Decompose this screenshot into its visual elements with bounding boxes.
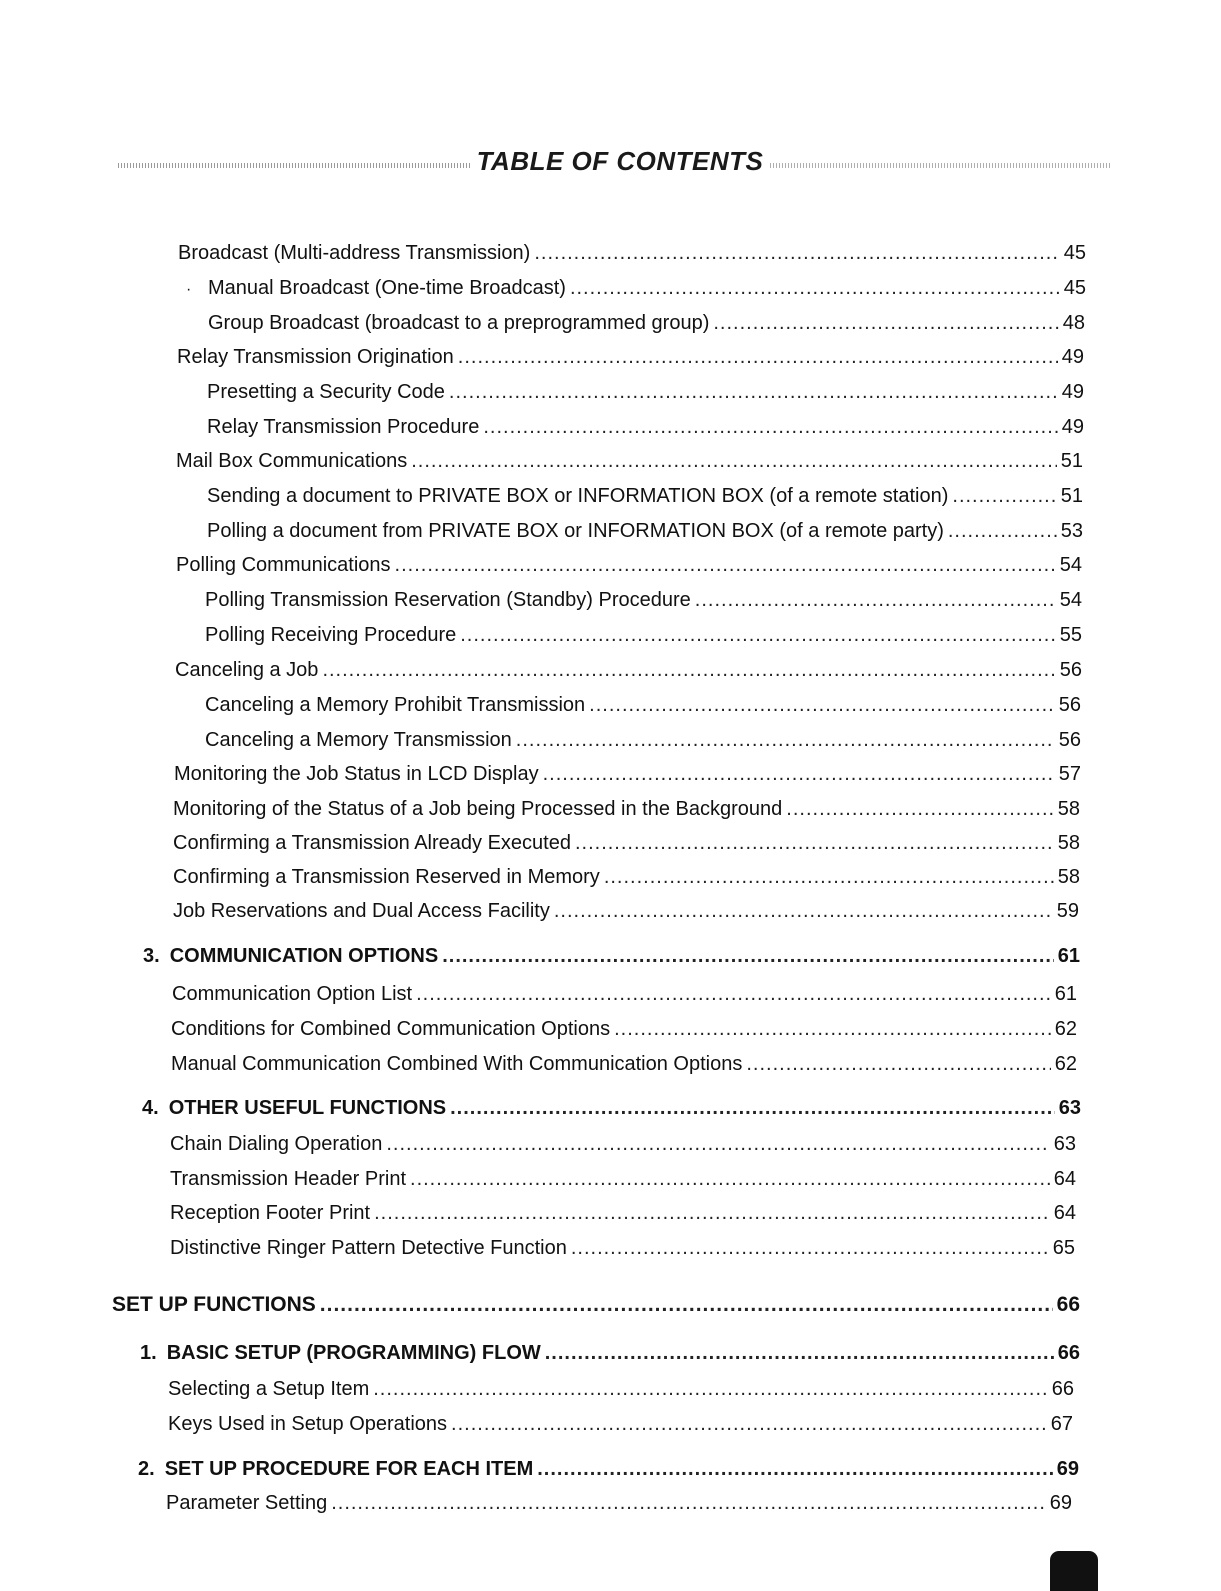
toc-entry-label: Broadcast (Multi-address Transmission) — [178, 242, 531, 264]
section-number: 3. — [143, 945, 160, 967]
toc-page-number: 54 — [1059, 554, 1082, 576]
dot-leader — [411, 450, 1057, 473]
toc-entry-conditions-combined[interactable] — [171, 1018, 1077, 1041]
dot-leader — [483, 416, 1057, 439]
dot-leader — [604, 866, 1054, 889]
toc-page-number: 56 — [1059, 659, 1082, 681]
toc-entry-label: Communication Option List — [172, 983, 413, 1005]
toc-entry-communication-option-list[interactable] — [172, 983, 1077, 1006]
toc-entry-label: Distinctive Ringer Pattern Detective Function — [170, 1237, 567, 1259]
toc-entry-label: Monitoring the Job Status in LCD Display — [174, 763, 539, 785]
toc-entry-label: Confirming a Transmission Reserved in Memory — [173, 866, 600, 888]
toc-entry-label: Parameter Setting — [166, 1492, 328, 1514]
toc-entry-relay-transmission-origination[interactable] — [177, 346, 1084, 369]
toc-entry-label: Polling Transmission Reservation (Standby) Procedure — [205, 589, 691, 611]
dot-leader — [416, 983, 1051, 1006]
toc-entry-label: Canceling a Memory Prohibit Transmission — [205, 694, 586, 716]
toc-entry-label: Mail Box Communications — [176, 450, 408, 472]
toc-page-number: 62 — [1054, 1053, 1077, 1075]
dot-leader — [554, 900, 1053, 923]
toc-page-number: 59 — [1056, 900, 1079, 922]
dot-leader — [952, 485, 1056, 508]
toc-entry-polling-transmission-reservation[interactable] — [205, 589, 1082, 612]
toc-entry-label: COMMUNICATION OPTIONS — [169, 945, 439, 967]
toc-chapter-set-up-functions[interactable] — [112, 1293, 1080, 1317]
toc-page-number: 67 — [1050, 1413, 1073, 1435]
toc-page-number: 62 — [1054, 1018, 1077, 1040]
toc-entry-label: SET UP PROCEDURE FOR EACH ITEM — [164, 1458, 534, 1480]
toc-entry-label: Chain Dialing Operation — [170, 1133, 383, 1155]
dot-leader — [373, 1378, 1048, 1401]
dot-leader — [571, 1237, 1049, 1260]
toc-page-number: 58 — [1057, 798, 1080, 820]
toc-page-number: 61 — [1057, 945, 1080, 967]
toc-entry-label: BASIC SETUP (PROGRAMMING) FLOW — [166, 1342, 541, 1364]
toc-page-number: 56 — [1058, 694, 1081, 716]
dot-leader — [543, 763, 1055, 786]
toc-entry-label: Polling Communications — [176, 554, 391, 576]
page-title: TABLE OF CONTENTS — [476, 146, 764, 176]
toc-entry-relay-transmission-procedure[interactable] — [207, 416, 1084, 439]
toc-entry-parameter-setting[interactable] — [166, 1492, 1072, 1515]
toc-entry-label: Polling Receiving Procedure — [205, 624, 457, 646]
toc-entry-label: Manual Communication Combined With Communication Options — [171, 1053, 743, 1075]
dot-leader — [374, 1202, 1050, 1225]
toc-page-number: 55 — [1059, 624, 1082, 646]
dot-leader — [537, 1458, 1053, 1481]
toc-entry-canceling-memory-prohibit[interactable] — [205, 694, 1081, 717]
toc-page-number: 49 — [1061, 381, 1084, 403]
toc-entry-canceling-memory-transmission[interactable] — [205, 729, 1081, 752]
dot-leader — [746, 1053, 1050, 1076]
toc-page-number: 45 — [1063, 277, 1086, 299]
toc-page-number: 54 — [1059, 589, 1082, 611]
toc-page-number: 56 — [1058, 729, 1081, 751]
toc-entry-selecting-setup-item[interactable] — [168, 1378, 1074, 1401]
dot-leader — [713, 312, 1058, 335]
toc-entry-keys-used-in-setup[interactable] — [168, 1413, 1073, 1436]
dot-leader — [320, 1293, 1053, 1317]
dot-leader — [386, 1133, 1049, 1156]
toc-entry-confirming-reserved[interactable] — [173, 866, 1080, 889]
toc-entry-label: Relay Transmission Procedure — [207, 416, 480, 438]
dot-leader — [458, 346, 1058, 369]
toc-entry-label: Reception Footer Print — [170, 1202, 371, 1224]
dot-leader — [534, 242, 1059, 265]
toc-entry-label: Keys Used in Setup Operations — [168, 1413, 448, 1435]
dot-leader — [570, 277, 1060, 300]
toc-entry-sending-private-box[interactable] — [207, 485, 1083, 508]
toc-page-number: 58 — [1057, 832, 1080, 854]
toc-section-basic-setup-flow[interactable] — [140, 1342, 1080, 1365]
section-number: 1. — [140, 1342, 157, 1364]
toc-entry-transmission-header-print[interactable] — [170, 1168, 1076, 1191]
dot-leader — [786, 798, 1053, 821]
toc-entry-manual-broadcast[interactable] — [208, 277, 1086, 300]
toc-entry-polling-communications[interactable] — [176, 554, 1082, 577]
toc-entry-label: Group Broadcast (broadcast to a preprogrammed group) — [208, 312, 710, 334]
toc-entry-label: Presetting a Security Code — [207, 381, 445, 403]
toc-page-number: 69 — [1049, 1492, 1072, 1514]
section-number: 4. — [142, 1097, 159, 1119]
toc-entry-label: Sending a document to PRIVATE BOX or INFORMATION BOX (of a remote station) — [207, 485, 949, 507]
dot-leader — [395, 554, 1056, 577]
toc-page-number: 48 — [1062, 312, 1085, 334]
toc-page-number: 63 — [1058, 1097, 1081, 1119]
toc-entry-label: Confirming a Transmission Already Executed — [173, 832, 571, 854]
toc-entry-label: Job Reservations and Dual Access Facility — [173, 900, 550, 922]
toc-entry-label: Monitoring of the Status of a Job being Processed in the Background — [173, 798, 783, 820]
toc-page-number: 51 — [1060, 485, 1083, 507]
toc-section-set-up-procedure[interactable] — [138, 1458, 1079, 1481]
toc-page-number: 53 — [1060, 520, 1083, 542]
page-tab-marker — [1050, 1551, 1098, 1591]
toc-entry-polling-private-box[interactable] — [207, 520, 1083, 543]
toc-entry-chain-dialing[interactable] — [170, 1133, 1076, 1156]
toc-entry-mail-box-communications[interactable] — [176, 450, 1083, 473]
toc-section-other-useful-functions[interactable] — [142, 1097, 1081, 1120]
toc-entry-label: Canceling a Job — [175, 659, 319, 681]
toc-page-number: 61 — [1054, 983, 1077, 1005]
toc-entry-group-broadcast[interactable] — [208, 312, 1085, 335]
toc-entry-distinctive-ringer[interactable] — [170, 1237, 1075, 1260]
dot-leader — [460, 624, 1056, 647]
toc-page-number: 57 — [1058, 763, 1081, 785]
toc-entry-label: Manual Broadcast (One-time Broadcast) — [208, 277, 566, 299]
toc-page-number: 65 — [1052, 1237, 1075, 1259]
dot-leader — [331, 1492, 1046, 1515]
toc-page-number: 64 — [1053, 1202, 1076, 1224]
dot-leader — [589, 694, 1055, 717]
toc-page-number: 49 — [1061, 346, 1084, 368]
toc-entry-broadcast[interactable] — [178, 242, 1086, 265]
toc-entry-job-reservations[interactable] — [173, 900, 1079, 923]
dot-leader — [614, 1018, 1051, 1041]
toc-entry-canceling-a-job[interactable] — [175, 659, 1082, 682]
toc-entry-label: Relay Transmission Origination — [177, 346, 454, 368]
toc-entry-confirming-executed[interactable] — [173, 832, 1080, 855]
section-number: 2. — [138, 1458, 155, 1480]
dot-leader — [450, 1097, 1055, 1120]
dot-leader — [948, 520, 1057, 543]
toc-page-number: 66 — [1051, 1378, 1074, 1400]
toc-page-number: 63 — [1053, 1133, 1076, 1155]
toc-entry-polling-receiving-procedure[interactable] — [205, 624, 1082, 647]
dot-leader — [449, 381, 1058, 404]
dot-leader — [451, 1413, 1047, 1436]
dot-leader — [322, 659, 1055, 682]
toc-entry-label: OTHER USEFUL FUNCTIONS — [168, 1097, 447, 1119]
toc-entry-presetting-security-code[interactable] — [207, 381, 1084, 404]
bullet-mark-icon: · — [186, 281, 192, 298]
toc-entry-manual-communication-combined[interactable] — [171, 1053, 1077, 1076]
toc-entry-monitoring-job-status[interactable] — [174, 763, 1081, 786]
dot-leader — [575, 832, 1054, 855]
toc-entry-reception-footer-print[interactable] — [170, 1202, 1076, 1225]
toc-page-number: 66 — [1057, 1342, 1080, 1364]
toc-entry-label: SET UP FUNCTIONS — [112, 1293, 316, 1316]
dot-leader — [410, 1168, 1050, 1191]
toc-page-number: 45 — [1063, 242, 1086, 264]
toc-entry-label: Selecting a Setup Item — [168, 1378, 370, 1400]
dot-leader — [516, 729, 1055, 752]
toc-entry-monitoring-background[interactable] — [173, 798, 1080, 821]
toc-page-number: 58 — [1057, 866, 1080, 888]
toc-page-number: 49 — [1061, 416, 1084, 438]
toc-page-number: 69 — [1056, 1458, 1079, 1480]
toc-page-number: 66 — [1056, 1293, 1080, 1316]
toc-entry-label: Polling a document from PRIVATE BOX or INFORMATION BOX (of a remote party) — [207, 520, 944, 542]
toc-page-number: 51 — [1060, 450, 1083, 472]
toc-section-communication-options[interactable] — [143, 945, 1080, 968]
toc-entry-label: Canceling a Memory Transmission — [205, 729, 512, 751]
dot-leader — [545, 1342, 1054, 1365]
toc-page-number: 64 — [1053, 1168, 1076, 1190]
dot-leader — [442, 945, 1054, 968]
toc-entry-label: Transmission Header Print — [170, 1168, 407, 1190]
dot-leader — [695, 589, 1056, 612]
toc-entry-label: Conditions for Combined Communication Options — [171, 1018, 611, 1040]
